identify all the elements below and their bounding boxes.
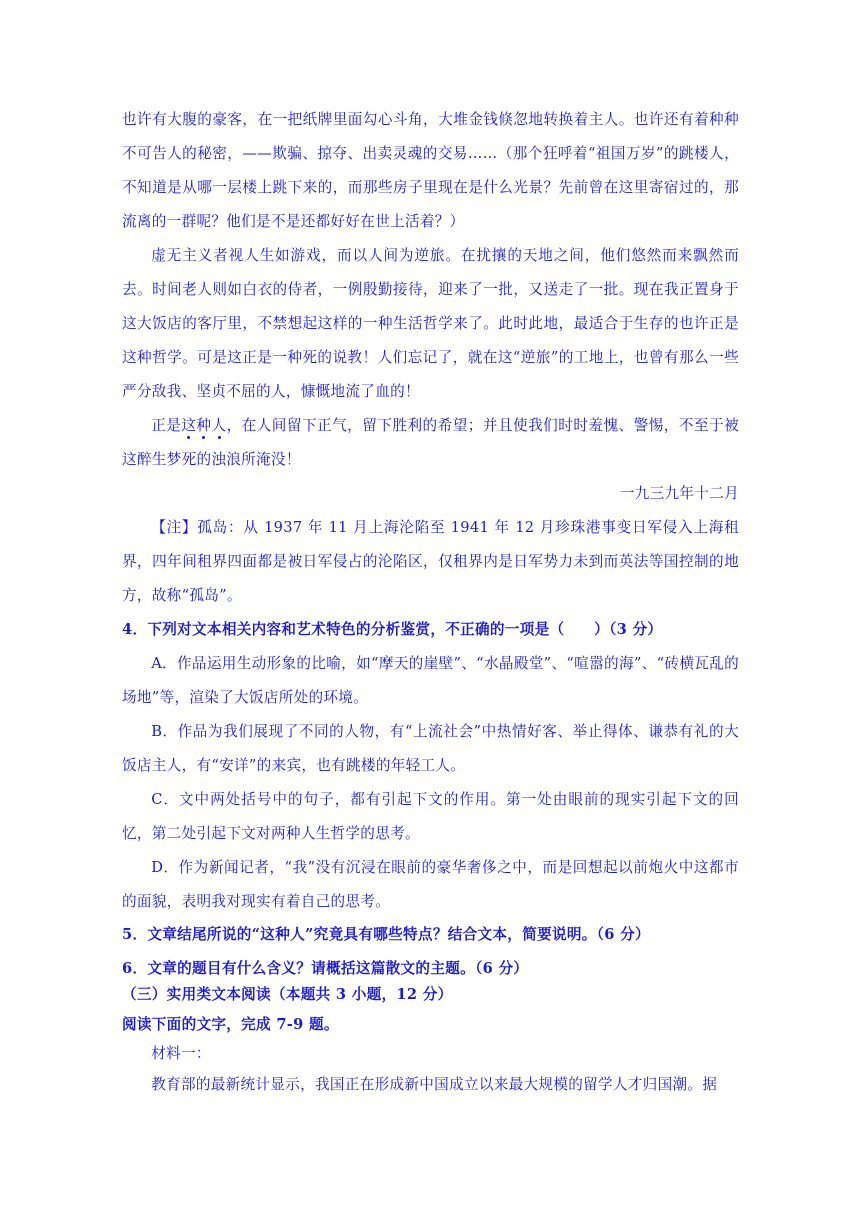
emphasis-char-3: 人: [211, 417, 227, 434]
date-line: 一九三九年十二月: [619, 485, 739, 502]
material-1-label: 材料一：: [151, 1045, 211, 1062]
footnote-text: 孤岛：从 1937 年 11 月上海沦陷至 1941 年 12 月珍珠港事变日军侵入上海租界，四年间租界四面都是被日军侵占的沦陷区，仅租界内是日军势力未到而英法等国控制的地方，故称“孤岛”。: [122, 519, 739, 604]
question-4-option-a: A．作品运用生动形象的比喻，如“摩天的崖壁”、“水晶殿堂”、“喧嚣的海”、“砖横瓦乱的场地”等，渲染了大饭店所处的环境。: [122, 655, 739, 706]
question-4-option-c: C．文中两处括号中的句子，都有引起下文的作用。第一处由眼前的现实引起下文的回忆，第二处引起下文对两种人生哲学的思考。: [122, 791, 739, 842]
footnote-tag: 【注】: [151, 519, 198, 536]
question-4-option-b: B．作品为我们展现了不同的人物，有“上流社会”中热情好客、举止得体、谦恭有礼的大饭店主人，有“安详”的来宾，也有跳楼的年轻工人。: [122, 723, 739, 774]
paragraph-2: 虚无主义者视人生如游戏，而以人间为逆旅。在扰攘的天地之间，他们悠然而来飘然而去。时间老人则如白衣的侍者，一例殷勤接待，迎来了一批，又送走了一批。现在我正置身于这大饭店的客厅里，不禁想起这样的一种生活哲学来了。此时此地，最适合于生存的也许正是这种哲学。可是这正是一种死的说教！人们忘记了，就在这“逆旅”的工地上，也曾有那么一些严分敌我、坚贞不屈的人，慷慨地流了血的！: [122, 247, 739, 400]
paragraph-1: 也许有大腹的豪客，在一把纸牌里面勾心斗角，大堆金钱倏忽地转换着主人。也许还有着种种不可告人的秘密，——欺骗、掠夺、出卖灵魂的交易……（那个狂呼着“祖国万岁”的跳楼人，不知道是从哪一层楼上跳下来的，而那些房子里现在是什么光景？先前曾在这里寄宿过的，那流离的一群呢？他们是不是还都好好在世上活着？）: [122, 111, 739, 230]
paragraph-3-rest: ，在人间留下正气，留下胜利的希望；并且使我们时时羞愧、警惕，不至于被这醉生梦死的浊浪所淹没！: [122, 417, 739, 468]
question-5: 5．文章结尾所说的“这种人”究竟具有哪些特点？结合文本，简要说明。（6 分）: [122, 926, 650, 943]
emphasis-char-1: 这: [181, 417, 197, 434]
question-6: 6．文章的题目有什么含义？请概括这篇散文的主题。（6 分）: [122, 960, 529, 977]
section-3-instruction: 阅读下面的文字，完成 7-9 题。: [122, 1016, 339, 1033]
question-4-stem: 4．下列对文本相关内容和艺术特色的分析鉴赏，不正确的一项是（ ）（3 分）: [122, 621, 663, 638]
paragraph-3: [122, 409, 739, 477]
emphasis-char-2: 种: [196, 417, 212, 434]
section-3-title: （三）实用类文本阅读（本题共 3 小题，12 分）: [122, 986, 453, 1003]
footnote: [122, 511, 739, 613]
material-1-text: 教育部的最新统计显示，我国正在形成新中国成立以来最大规模的留学人才归国潮。据: [151, 1076, 718, 1093]
paragraph-3-lead: 正是: [151, 417, 182, 434]
question-4-option-d: D．作为新闻记者，“我”没有沉浸在眼前的豪华奢侈之中，而是回想起以前炮火中这都市的面貌，表明我对现实有着自己的思考。: [122, 859, 739, 910]
